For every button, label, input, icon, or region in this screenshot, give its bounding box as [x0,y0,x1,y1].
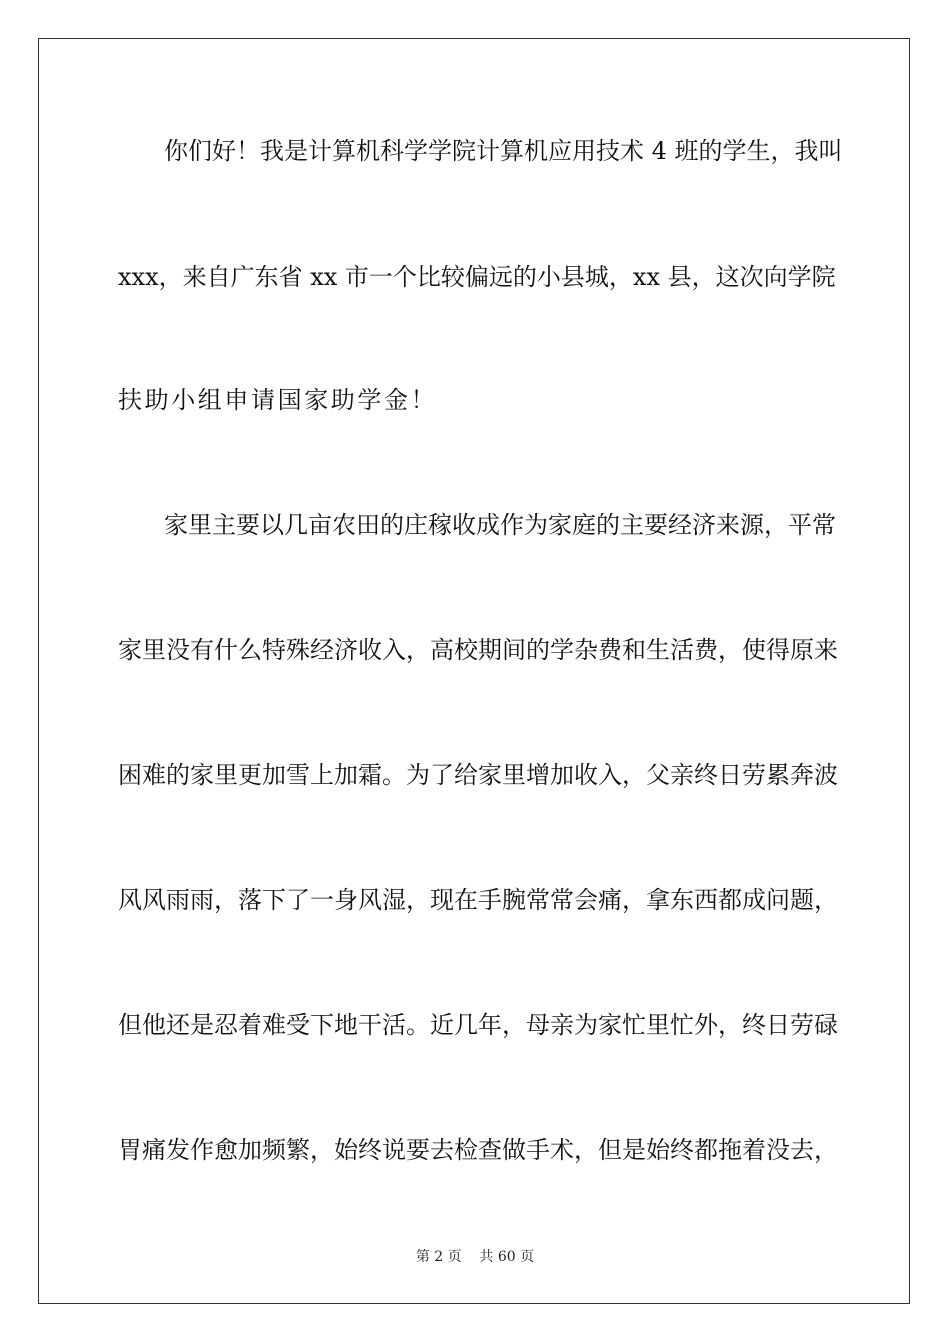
paragraph-2-line-6: 胃痛发作愈加频繁，始终说要去检查做手术，但是始终都拖着没去， [118,1136,838,1164]
paragraph-2-line-5: 但他还是忍着难受下地干活。近几年，母亲为家忙里忙外，终日劳碌 [118,1011,838,1039]
paragraph-2-line-4: 风风雨雨，落下了一身风湿，现在手腕常常会痛，拿东西都成问题， [118,886,838,914]
paragraph-2-line-3: 困难的家里更加雪上加霜。为了给家里增加收入，父亲终日劳累奔波 [118,761,838,789]
paragraph-2-line-2: 家里没有什么特殊经济收入，高校期间的学杂费和生活费，使得原来 [118,636,838,664]
paragraph-2-line-1: 家里主要以几亩农田的庄稼收成作为家庭的主要经济来源，平常 [164,511,836,539]
page-border [38,38,910,1304]
paragraph-1-line-1: 你们好！我是计算机科学学院计算机应用技术 4 班的学生，我叫 [164,137,843,165]
page-number-footer: 第 2 页 共 60 页 [415,1249,535,1265]
paragraph-1-line-3: 扶助小组申请国家助学金！ [118,386,438,414]
paragraph-1-line-2: xxx，来自广东省 xx 市一个比较偏远的小县城，xx 县，这次向学院 [118,263,836,291]
